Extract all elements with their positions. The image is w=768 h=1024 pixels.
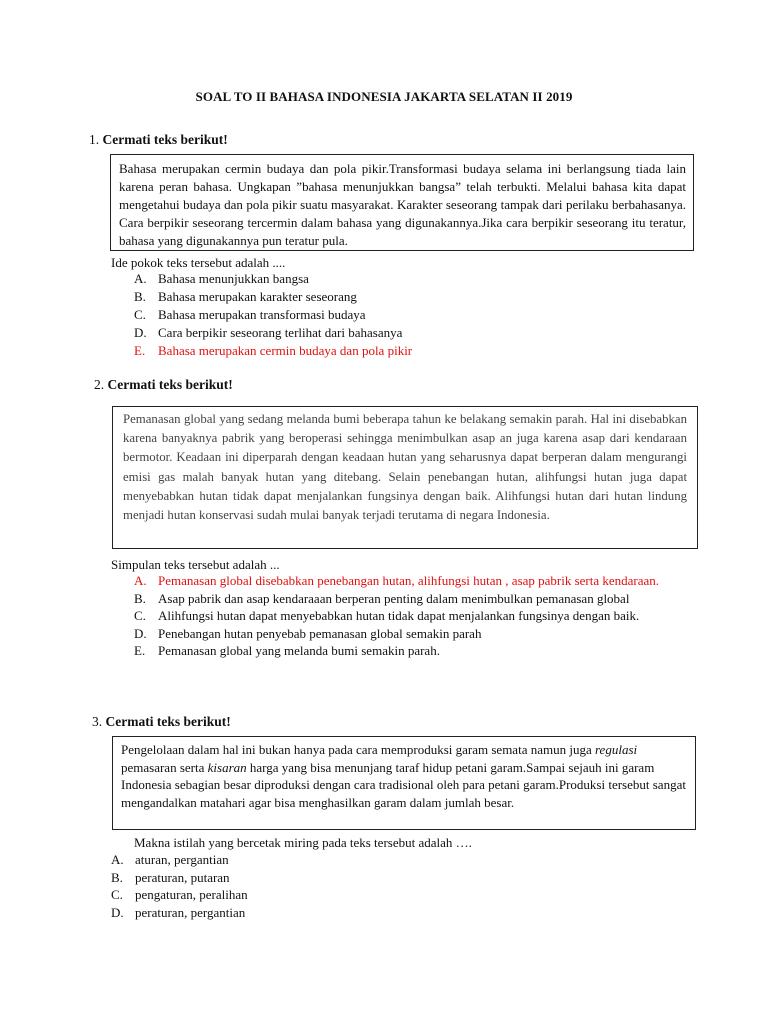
option-letter: D. [134, 625, 147, 641]
option-text: Bahasa merupakan karakter seseorang [158, 289, 357, 304]
option-b[interactable] [134, 288, 694, 306]
option-text: pengaturan, peralihan [135, 887, 248, 903]
option-b[interactable] [134, 590, 694, 608]
option-text: Bahasa merupakan transformasi budaya [158, 307, 366, 322]
question-number: 3. [92, 714, 103, 729]
option-a[interactable] [134, 270, 694, 288]
question-3-heading [92, 714, 231, 730]
option-letter: C. [134, 608, 146, 624]
option-d[interactable] [111, 904, 671, 922]
question-1-options [134, 270, 694, 360]
question-1-stem: Ide pokok teks tersebut adalah .... [111, 255, 286, 270]
passage-segment: pemasaran serta [121, 759, 208, 775]
passage-segment: Pengelolaan dalam hal ini bukan hanya pada cara memproduksi garam semata namun juga [121, 742, 595, 757]
option-letter: D. [111, 904, 124, 920]
passage-text: Pemanasan global yang sedang melanda bumi beberapa tahun ke belakang semakin parah. Hal ini disebabkan karena banyaknya pabrik yang beroperasi sehingga menimbulkan asap an juga karena asap dari kendaraan bermotor. Keadaan ini diperparah dengan keadaan hutan yang seharusnya dapat berperan dalam mengurangi emisi gas malah banyak hutan yang ditebang. Selain penebangan hutan, alihfungsi hutan juga dapat menyebabkan hutan tidak dapat menjalankan fungsinya dengan baik. Alihfungsi hutan dari hutan lindung menjadi hutan konservasi sudah mulai banyak terjadi terutama di negara Indonesia. [123, 412, 687, 523]
option-letter: A. [111, 852, 124, 867]
option-text: Bahasa menunjukkan bangsa [158, 271, 309, 286]
option-a[interactable] [111, 851, 671, 869]
option-c[interactable] [111, 886, 671, 904]
option-letter: C. [111, 887, 123, 903]
question-instruction: Cermati teks berikut! [107, 377, 233, 392]
question-2-stem: Simpulan teks tersebut adalah ... [111, 557, 280, 572]
option-text: Pemanasan global disebabkan penebangan hutan, alihfungsi hutan , asap pabrik serta kendaraan. [158, 573, 660, 588]
option-text: Asap pabrik dan asap kendaraaan berperan penting dalam menimbulkan pemanasan global [158, 590, 630, 606]
option-text: Cara berpikir seseorang terlihat dari bahasanya [158, 325, 403, 340]
option-a-correct-answer[interactable] [134, 572, 694, 590]
option-letter: A. [134, 573, 147, 588]
option-text: peraturan, putaran [135, 869, 230, 885]
italic-term-regulasi: regulasi [594, 742, 638, 757]
question-1-passage-box [110, 154, 694, 251]
question-3-options [111, 851, 671, 921]
option-b[interactable] [111, 869, 671, 887]
option-d[interactable] [134, 625, 694, 643]
option-e-correct-answer[interactable] [134, 342, 694, 360]
question-instruction: Cermati teks berikut! [105, 714, 231, 729]
option-e[interactable] [134, 642, 694, 660]
option-letter: B. [134, 590, 146, 606]
passage-text [121, 741, 687, 811]
option-c[interactable] [134, 607, 694, 625]
question-2-heading [94, 377, 233, 393]
option-text: peraturan, pergantian [135, 904, 246, 920]
passage-segment: harga yang bisa menunjang taraf hidup petani garam.Sampai sejauh ini garam Indonesia sebagian besar diproduksi dengan cara tradisional oleh para petani garam.Produksi tersebut sangat mengandalkan matahari agar bisa menghasilkan garam dalam jumlah besar. [121, 759, 686, 810]
option-text: aturan, pergantian [135, 852, 229, 867]
question-3-passage-box [112, 736, 696, 830]
question-1-heading [89, 132, 228, 148]
option-text: Bahasa merupakan cermin budaya dan pola pikir [158, 343, 413, 358]
question-number: 1. [89, 132, 100, 147]
question-2-options [134, 572, 694, 660]
option-text: Pemanasan global yang melanda bumi semakin parah. [158, 643, 440, 659]
passage-text: Bahasa merupakan cermin budaya dan pola pikir.Transformasi budaya selama ini berlangsung tiada lain karena peran bahasa. Ungkapan ”bahasa menunjukkan bangsa” telah terbukti. Melalui bahasa kita dapat mengetahui budaya dan pola pikir suatu masyarakat. Karakter seseorang tampak dari perilaku berbahasanya. Cara berpikir seseorang tercermin dalam bahasa yang digunakannya.Jika cara berpikir seseorang itu teratur, bahasa yang digunakannya pun teratur pula. [119, 161, 686, 248]
option-letter: B. [134, 289, 146, 304]
option-letter: B. [111, 869, 123, 885]
option-d[interactable] [134, 324, 694, 342]
option-letter: E. [134, 343, 146, 358]
question-2-passage-box [112, 406, 698, 549]
question-number: 2. [94, 377, 105, 392]
option-letter: D. [134, 325, 147, 340]
question-instruction: Cermati teks berikut! [102, 132, 228, 147]
option-letter: A. [134, 271, 147, 286]
option-letter: C. [134, 307, 146, 322]
option-text: Penebangan hutan penyebab pemanasan global semakin parah [158, 625, 482, 641]
option-text: Alihfungsi hutan dapat menyebabkan hutan tidak dapat menjalankan fungsinya dengan baik. [158, 608, 640, 624]
italic-term-kisaran: kisaran [207, 759, 247, 775]
page-title: SOAL TO II BAHASA INDONESIA JAKARTA SELATAN II 2019 [195, 89, 573, 104]
option-c[interactable] [134, 306, 694, 324]
option-letter: E. [134, 643, 146, 659]
question-3-stem: Makna istilah yang bercetak miring pada teks tersebut adalah …. [134, 835, 472, 850]
